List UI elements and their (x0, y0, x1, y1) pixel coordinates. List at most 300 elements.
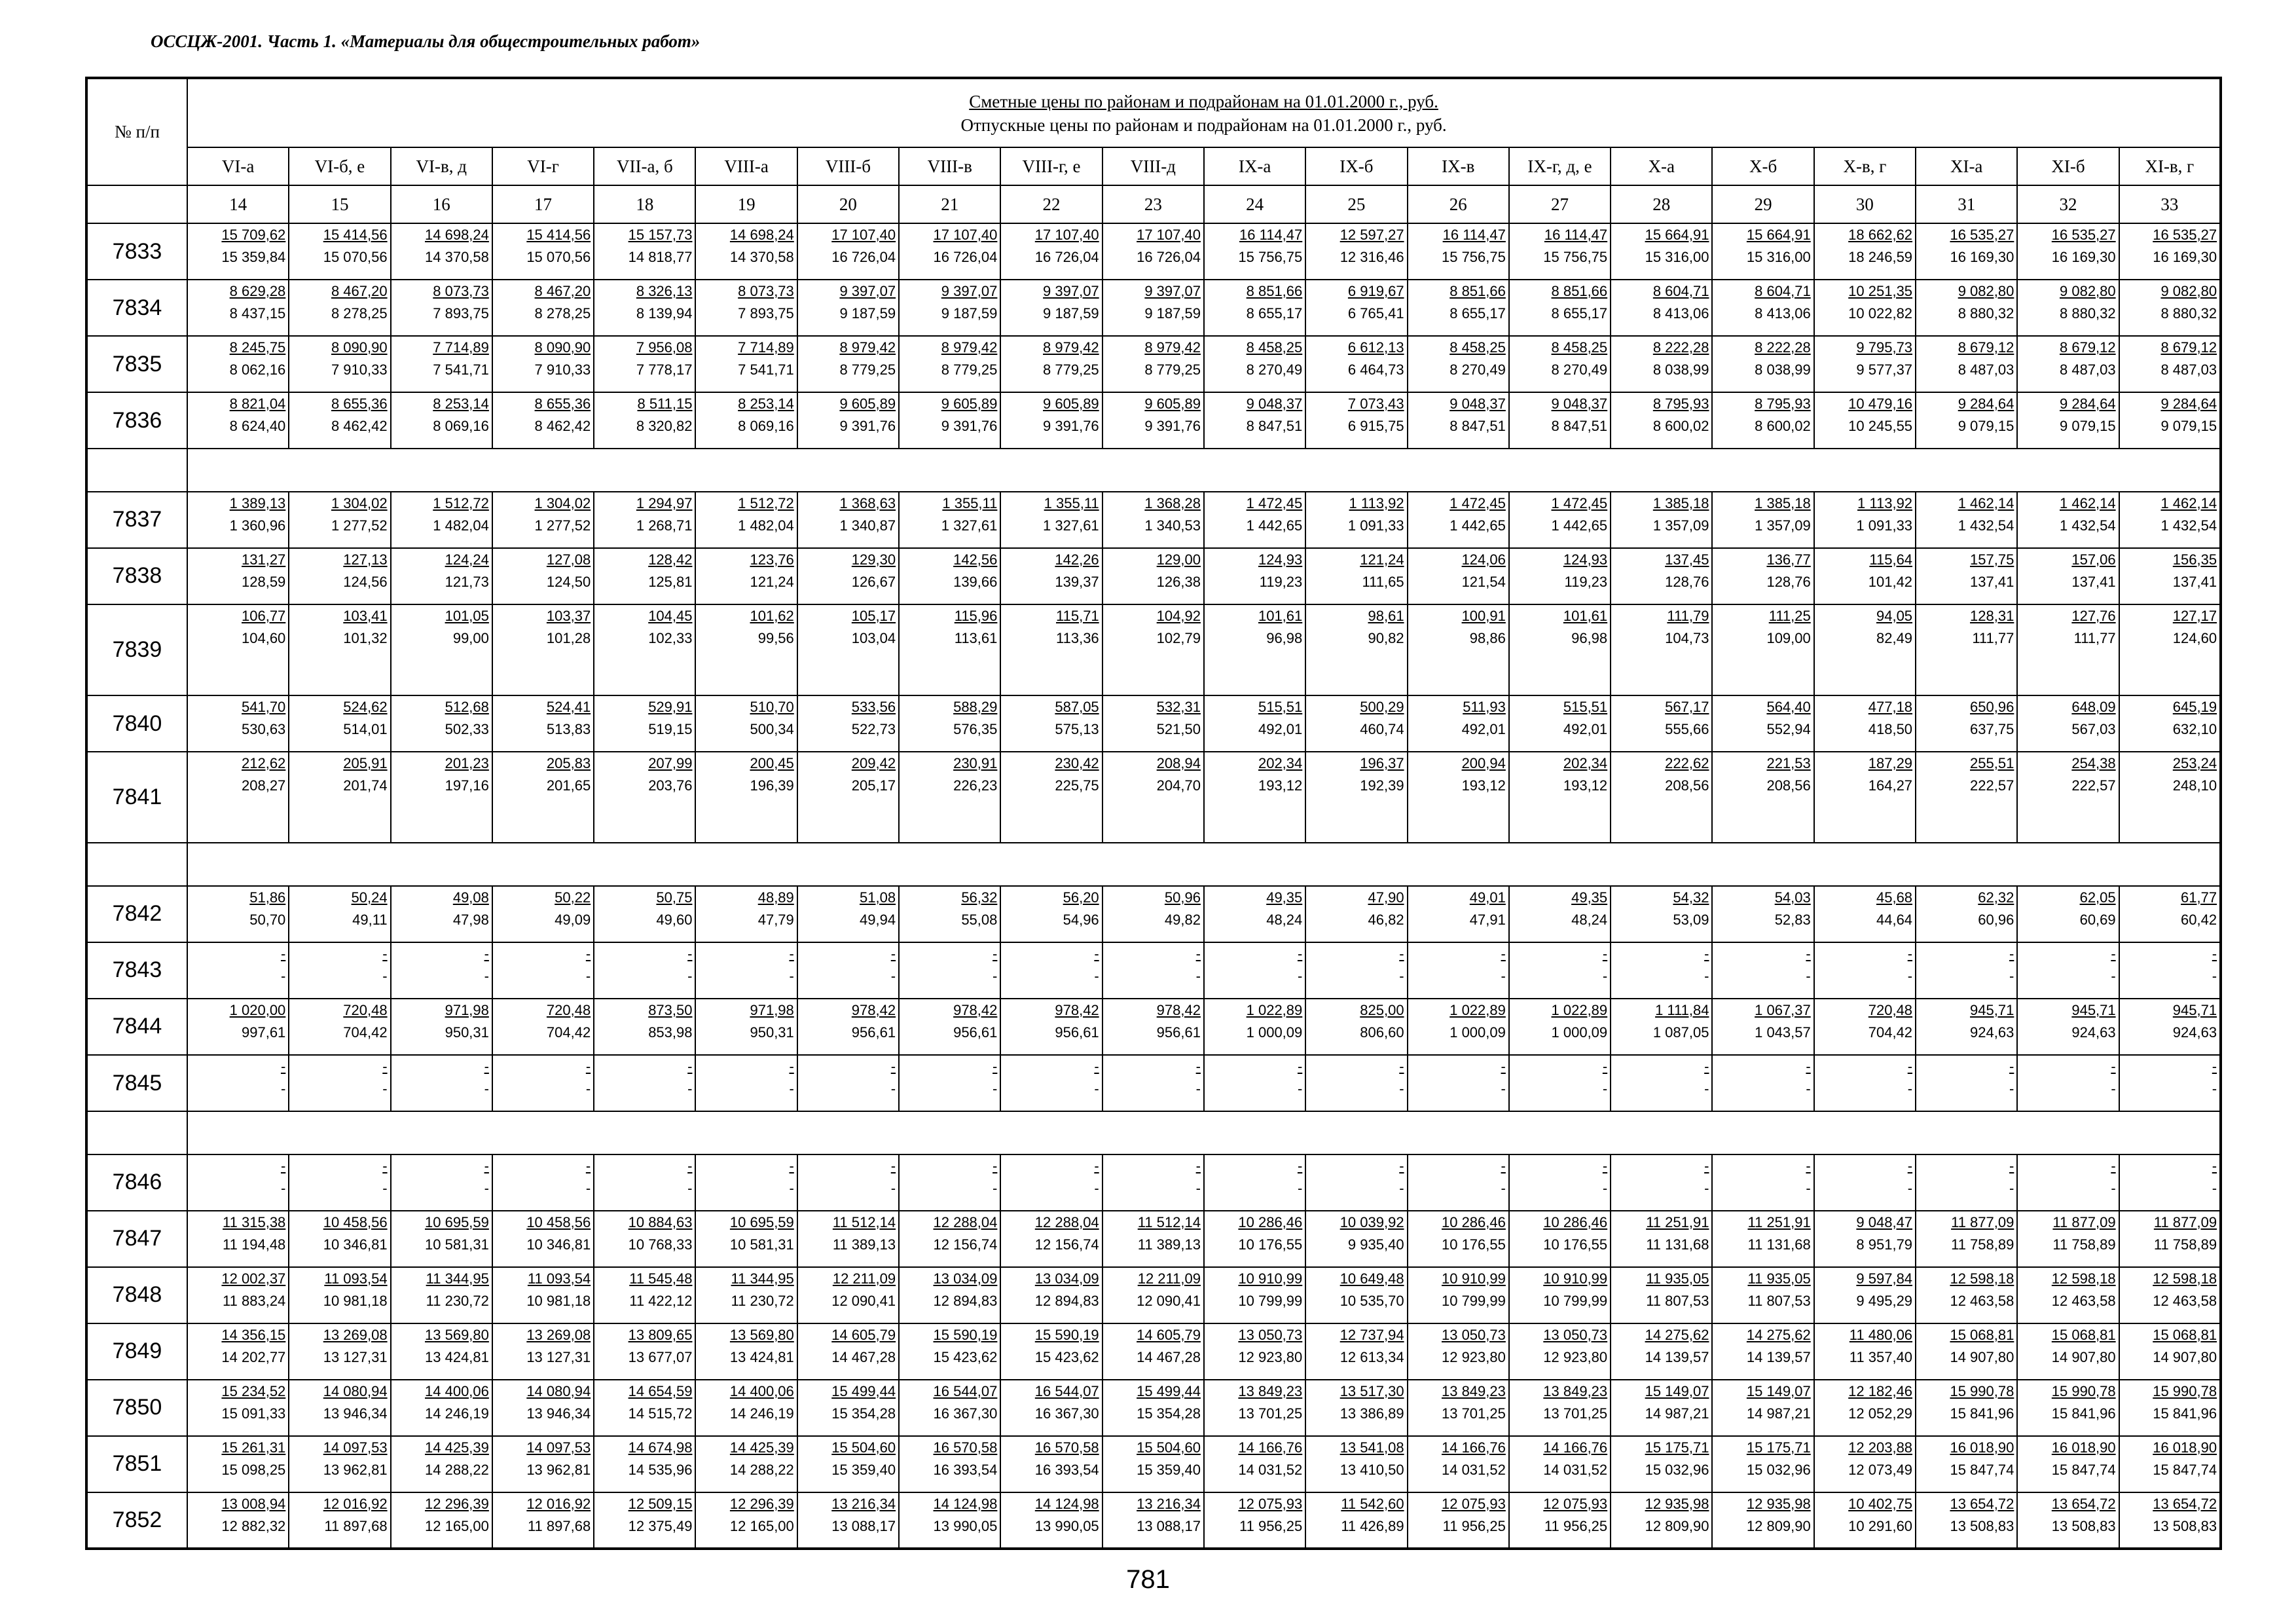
estimated-price: 971,98 (750, 1001, 794, 1018)
release-price: 12 923,80 (1543, 1348, 1608, 1365)
price-cell (1611, 492, 1712, 548)
estimated-price: 15 234,52 (221, 1382, 286, 1399)
estimated-price: 11 877,09 (1951, 1213, 2014, 1230)
region-header: VII-а, б (594, 147, 695, 185)
estimated-price: 1 304,02 (331, 494, 388, 511)
price-cell (1814, 392, 1916, 449)
estimated-price: 103,37 (546, 607, 591, 624)
estimated-price: 16 114,47 (1442, 227, 1506, 243)
estimated-price: 15 709,62 (221, 227, 286, 243)
release-price: 11 758,89 (1951, 1236, 2014, 1253)
estimated-price: 533,56 (851, 699, 896, 716)
release-price: 8 069,16 (433, 418, 489, 435)
estimated-price: 1 368,63 (839, 494, 896, 511)
estimated-price: 14 400,06 (425, 1382, 489, 1399)
price-cell (1509, 1154, 1611, 1211)
separator-cell (86, 449, 187, 492)
estimated-price: - (687, 1058, 693, 1075)
price-cell (594, 999, 695, 1055)
estimated-price: 541,70 (242, 699, 286, 716)
estimated-price: 15 590,19 (933, 1326, 998, 1343)
estimated-price: 202,34 (1258, 755, 1303, 772)
release-price: 14 202,77 (221, 1348, 286, 1365)
price-cell (391, 886, 492, 942)
price-cell (594, 604, 695, 695)
price-cell (1408, 604, 1509, 695)
price-cell (1712, 280, 1813, 336)
estimated-price: 16 535,27 (1950, 227, 2014, 243)
price-cell (1204, 1211, 1305, 1267)
release-price: - (1297, 967, 1303, 984)
estimated-price: 12 288,04 (1034, 1213, 1099, 1230)
estimated-price: 15 149,07 (1746, 1382, 1811, 1399)
release-price: 1 442,65 (1449, 517, 1506, 534)
release-price: 60,69 (2079, 911, 2116, 928)
release-price: 121,73 (445, 573, 489, 590)
price-cell (187, 280, 289, 336)
release-price: 50,70 (249, 911, 286, 928)
num-column-header: № п/п (86, 78, 187, 185)
estimated-price: 515,51 (1258, 699, 1303, 716)
price-cell (391, 1154, 492, 1211)
estimated-price: 720,48 (1868, 1001, 1913, 1018)
row-number: 7834 (86, 280, 187, 336)
estimated-price: 16 114,47 (1544, 227, 1608, 243)
table-row (86, 492, 2221, 548)
price-cell (1916, 752, 2017, 843)
estimated-price: 14 097,53 (323, 1439, 388, 1456)
column-number: 19 (695, 185, 797, 223)
price-cell (594, 1380, 695, 1436)
price-cell (594, 1436, 695, 1492)
release-price: 164,27 (1868, 777, 1913, 794)
release-price: 13 127,31 (526, 1348, 591, 1365)
estimated-price: 129,30 (851, 551, 896, 568)
price-cell (187, 1154, 289, 1211)
estimated-price: - (1806, 1058, 1811, 1075)
price-cell (695, 492, 797, 548)
price-cell (1305, 1323, 1407, 1380)
estimated-price: 17 107,40 (831, 227, 896, 243)
release-price: - (1399, 1179, 1404, 1196)
price-cell (391, 1492, 492, 1549)
release-price: 12 156,74 (1034, 1236, 1099, 1253)
estimated-price: - (1399, 1058, 1404, 1075)
column-number: 14 (187, 185, 289, 223)
release-price: 49,60 (656, 911, 693, 928)
price-cell (187, 695, 289, 752)
price-cell (899, 1323, 1000, 1380)
price-cell (594, 1154, 695, 1211)
estimated-price: - (484, 945, 489, 962)
price-cell (594, 942, 695, 999)
release-price: 1 327,61 (941, 517, 998, 534)
price-cell (492, 1055, 594, 1111)
estimated-price: - (1094, 1058, 1099, 1075)
release-price: 10 176,55 (1238, 1236, 1303, 1253)
price-cell (1305, 752, 1407, 843)
release-price: 10 176,55 (1441, 1236, 1506, 1253)
release-price: - (1094, 967, 1099, 984)
estimated-price: 56,20 (1063, 889, 1099, 906)
price-cell (1814, 942, 1916, 999)
estimated-price: 49,08 (452, 889, 489, 906)
row-number: 7844 (86, 999, 187, 1055)
price-cell (1916, 1154, 2017, 1211)
price-cell (2017, 1380, 2119, 1436)
estimated-price: 13 050,73 (1543, 1326, 1608, 1343)
price-cell (2017, 1055, 2119, 1111)
estimated-price: - (1602, 1058, 1608, 1075)
estimated-price: 157,06 (2071, 551, 2116, 568)
estimated-price: 14 166,76 (1441, 1439, 1506, 1456)
release-price: - (1094, 1179, 1099, 1196)
estimated-price: 15 157,73 (628, 227, 693, 243)
price-cell (391, 695, 492, 752)
release-price: - (1195, 1080, 1201, 1097)
estimated-price: 8 655,36 (534, 396, 591, 413)
estimated-price: 17 107,40 (933, 227, 998, 243)
release-price: 15 756,75 (1543, 249, 1608, 265)
estimated-price: 15 499,44 (831, 1382, 896, 1399)
estimated-price: 6 919,67 (1347, 283, 1404, 300)
estimated-price: - (2111, 945, 2116, 962)
price-cell (1102, 695, 1204, 752)
price-cell (1712, 392, 1813, 449)
estimated-price: 12 016,92 (526, 1495, 591, 1512)
price-cell (594, 548, 695, 604)
release-price: 924,63 (2071, 1024, 2116, 1041)
release-price: 9 495,29 (1856, 1292, 1913, 1309)
estimated-price: 15 590,19 (1034, 1326, 1099, 1343)
price-cell (899, 1267, 1000, 1323)
price-cell (1000, 392, 1102, 449)
estimated-price: - (2009, 945, 2014, 962)
price-cell (492, 548, 594, 604)
price-cell (1204, 492, 1305, 548)
price-cell (1305, 942, 1407, 999)
price-cell (1916, 1380, 2017, 1436)
price-cell (1408, 999, 1509, 1055)
release-price: - (484, 1080, 489, 1097)
price-cell (492, 223, 594, 280)
estimated-price: - (890, 1058, 896, 1075)
column-number: 24 (1204, 185, 1305, 223)
release-price: 16 169,30 (1950, 249, 2014, 265)
estimated-price: - (789, 1157, 794, 1174)
estimated-price: 208,94 (1156, 755, 1201, 772)
estimated-price: 62,32 (1978, 889, 2014, 906)
estimated-price: 15 499,44 (1137, 1382, 1201, 1399)
release-price: 8 951,79 (1856, 1236, 1913, 1253)
price-cell (2017, 999, 2119, 1055)
estimated-price: 14 275,62 (1746, 1326, 1811, 1343)
price-cell (797, 492, 899, 548)
release-price: - (1501, 1179, 1506, 1196)
estimated-price: 8 679,12 (2060, 339, 2116, 356)
price-cell (2017, 752, 2119, 843)
price-cell (899, 548, 1000, 604)
price-cell (1509, 999, 1611, 1055)
estimated-price: - (2111, 1157, 2116, 1174)
estimated-price: 13 034,09 (933, 1270, 998, 1287)
release-price: 47,91 (1469, 911, 1506, 928)
estimated-price: - (585, 1157, 591, 1174)
release-price: 13 088,17 (831, 1517, 896, 1534)
release-price: - (1602, 1080, 1608, 1097)
estimated-price: - (1399, 1157, 1404, 1174)
release-price: 11 897,68 (527, 1517, 591, 1534)
estimated-price: 17 107,40 (1034, 227, 1099, 243)
price-cell (187, 1211, 289, 1267)
price-cell (2119, 392, 2221, 449)
price-cell (1000, 1380, 1102, 1436)
table-row (86, 1211, 2221, 1267)
estimated-price: 14 166,76 (1543, 1439, 1608, 1456)
price-cell (1916, 604, 2017, 695)
release-price: 15 847,74 (1950, 1461, 2014, 1478)
price-cell (1509, 1211, 1611, 1267)
price-cell (492, 695, 594, 752)
estimated-price: 196,37 (1360, 755, 1404, 772)
release-price: 9 079,15 (1958, 418, 2014, 435)
estimated-price: 978,42 (953, 1001, 998, 1018)
release-price: 14 031,52 (1441, 1461, 1506, 1478)
table-row (86, 280, 2221, 336)
release-price: 15 070,56 (323, 249, 388, 265)
price-cell (187, 548, 289, 604)
estimated-price: 13 849,23 (1238, 1382, 1303, 1399)
estimated-price: 115,64 (1869, 551, 1913, 568)
estimated-price: 94,05 (1876, 607, 1913, 624)
price-cell (695, 392, 797, 449)
release-price: 7 910,33 (534, 361, 591, 378)
price-cell (797, 1211, 899, 1267)
release-price: 8 847,51 (1449, 418, 1506, 435)
estimated-price: 121,24 (1360, 551, 1404, 568)
price-cell (1000, 336, 1102, 392)
price-cell (1204, 886, 1305, 942)
price-cell (391, 280, 492, 336)
release-price: 704,42 (343, 1024, 388, 1041)
price-cell (1611, 1492, 1712, 1549)
price-cell (187, 1436, 289, 1492)
price-cell (695, 752, 797, 843)
price-cell (594, 752, 695, 843)
price-cell (289, 1492, 390, 1549)
region-header: X-а (1611, 147, 1712, 185)
estimated-price: 8 795,93 (1652, 396, 1709, 413)
estimated-price: 101,05 (445, 607, 489, 624)
price-cell (1712, 1436, 1813, 1492)
release-price: - (585, 1179, 591, 1196)
release-price: 13 088,17 (1137, 1517, 1201, 1534)
table-row (86, 886, 2221, 942)
release-price: 12 882,32 (221, 1517, 286, 1534)
release-price: - (1907, 967, 1913, 984)
estimated-price: 15 664,91 (1746, 227, 1811, 243)
price-cell (391, 223, 492, 280)
separator-cell (86, 843, 187, 886)
estimated-price: 9 397,07 (839, 283, 896, 300)
estimated-price: 10 402,75 (1848, 1495, 1913, 1512)
estimated-price: 14 124,98 (1034, 1495, 1099, 1512)
price-cell (1204, 752, 1305, 843)
column-number: 16 (391, 185, 492, 223)
estimated-price: 15 990,78 (2153, 1382, 2217, 1399)
estimated-price: 1 022,89 (1551, 1001, 1608, 1018)
release-price: 208,56 (1766, 777, 1811, 794)
release-price: 48,24 (1266, 911, 1303, 928)
estimated-price: 524,62 (343, 699, 388, 716)
release-price: 119,23 (1259, 573, 1303, 590)
estimated-price: 9 284,64 (1958, 396, 2014, 413)
release-price: 8 139,94 (636, 305, 693, 322)
estimated-price: 47,90 (1368, 889, 1404, 906)
price-cell (492, 942, 594, 999)
release-price: 8 270,49 (1551, 361, 1608, 378)
price-cell (1408, 548, 1509, 604)
price-cell (2017, 1267, 2119, 1323)
column-number: 31 (1916, 185, 2017, 223)
table-row (86, 336, 2221, 392)
price-cell (1204, 1267, 1305, 1323)
price-cell (594, 1323, 695, 1380)
price-cell (1712, 223, 1813, 280)
price-cell (391, 1323, 492, 1380)
release-price: 139,66 (953, 573, 998, 590)
estimated-price: 8 467,20 (534, 283, 591, 300)
price-cell (1305, 1380, 1407, 1436)
release-price: - (687, 1179, 693, 1196)
price-cell (899, 1492, 1000, 1549)
release-price: 956,61 (1055, 1024, 1099, 1041)
release-price: 12 923,80 (1238, 1348, 1303, 1365)
price-cell (187, 604, 289, 695)
estimated-price: 104,45 (648, 607, 693, 624)
price-cell (1611, 604, 1712, 695)
estimated-price: - (789, 1058, 794, 1075)
release-price: 16 393,54 (1034, 1461, 1099, 1478)
estimated-price: 8 979,42 (941, 339, 998, 356)
estimated-price: 12 002,37 (221, 1270, 286, 1287)
release-price: - (1602, 967, 1608, 984)
estimated-price: 10 649,48 (1339, 1270, 1404, 1287)
release-price: 1 087,05 (1652, 1024, 1709, 1041)
table-row (86, 1380, 2221, 1436)
price-cell (289, 752, 390, 843)
price-cell (1305, 392, 1407, 449)
price-cell (899, 752, 1000, 843)
price-cell (797, 392, 899, 449)
estimated-price: 12 075,93 (1543, 1495, 1608, 1512)
estimated-price: 15 175,71 (1645, 1439, 1709, 1456)
estimated-price: 8 253,14 (433, 396, 489, 413)
price-cell (1305, 1154, 1407, 1211)
price-cell (2119, 280, 2221, 336)
release-price: - (993, 967, 998, 984)
estimated-price: - (484, 1058, 489, 1075)
column-number: 27 (1509, 185, 1611, 223)
release-price: 1 091,33 (1856, 517, 1913, 534)
release-price: 10 291,60 (1848, 1517, 1913, 1534)
price-cell (695, 336, 797, 392)
release-price: 9 391,76 (1043, 418, 1099, 435)
price-cell (695, 1436, 797, 1492)
release-price: 13 508,83 (2051, 1517, 2116, 1534)
release-price: 14 246,19 (425, 1405, 489, 1422)
row-number: 7837 (86, 492, 187, 548)
estimated-price: 945,71 (1970, 1001, 2014, 1018)
release-price: 10 799,99 (1543, 1292, 1608, 1309)
table-row (86, 942, 2221, 999)
release-price: 15 316,00 (1746, 249, 1811, 265)
price-cell (1712, 492, 1813, 548)
estimated-price: 12 075,93 (1441, 1495, 1506, 1512)
estimated-price: 11 251,91 (1747, 1213, 1811, 1230)
price-cell (1509, 695, 1611, 752)
price-cell (1305, 336, 1407, 392)
release-price: 8 069,16 (738, 418, 794, 435)
estimated-price: 14 425,39 (425, 1439, 489, 1456)
estimated-price: 11 512,14 (832, 1213, 896, 1230)
release-price: 11 131,68 (1747, 1236, 1811, 1253)
price-cell (899, 999, 1000, 1055)
release-price: 248,10 (2172, 777, 2217, 794)
release-price: 15 359,40 (1137, 1461, 1201, 1478)
estimated-price: 8 458,25 (1246, 339, 1303, 356)
release-price: 12 052,29 (1848, 1405, 1913, 1422)
price-cell (492, 280, 594, 336)
release-price: 12 613,34 (1339, 1348, 1404, 1365)
release-price: 10 346,81 (526, 1236, 591, 1253)
price-cell (1611, 695, 1712, 752)
column-number: 30 (1814, 185, 1916, 223)
estimated-price: 49,01 (1469, 889, 1506, 906)
estimated-price: 9 082,80 (1958, 283, 2014, 300)
release-price: 1 482,04 (433, 517, 489, 534)
estimated-price: 1 389,13 (229, 494, 286, 511)
price-cell (1408, 886, 1509, 942)
estimated-price: - (2212, 945, 2217, 962)
release-price: 96,98 (1266, 629, 1303, 646)
estimated-price: - (2212, 1157, 2217, 1174)
estimated-price: - (2009, 1058, 2014, 1075)
release-price: 12 463,58 (2051, 1292, 2116, 1309)
estimated-price: 1 355,11 (1044, 494, 1099, 511)
price-cell (899, 1211, 1000, 1267)
release-price: - (2111, 1080, 2116, 1097)
release-price: 113,61 (954, 629, 998, 646)
release-price: 13 386,89 (1339, 1405, 1404, 1422)
estimated-price: 13 269,08 (323, 1326, 388, 1343)
region-header: VIII-а (695, 147, 797, 185)
price-cell (2017, 492, 2119, 548)
release-price: 14 139,57 (1645, 1348, 1709, 1365)
release-price: 8 600,02 (1755, 418, 1811, 435)
release-price: 1 091,33 (1347, 517, 1404, 534)
estimated-price: 650,96 (1970, 699, 2014, 716)
release-price: 15 756,75 (1238, 249, 1303, 265)
row-number: 7841 (86, 752, 187, 843)
price-cell (1408, 1492, 1509, 1549)
price-cell (1712, 695, 1813, 752)
price-cell (1611, 752, 1712, 843)
release-price: 15 359,84 (221, 249, 286, 265)
estimated-price: 129,00 (1156, 551, 1201, 568)
price-cell (1204, 1323, 1305, 1380)
release-price: 15 070,56 (526, 249, 591, 265)
